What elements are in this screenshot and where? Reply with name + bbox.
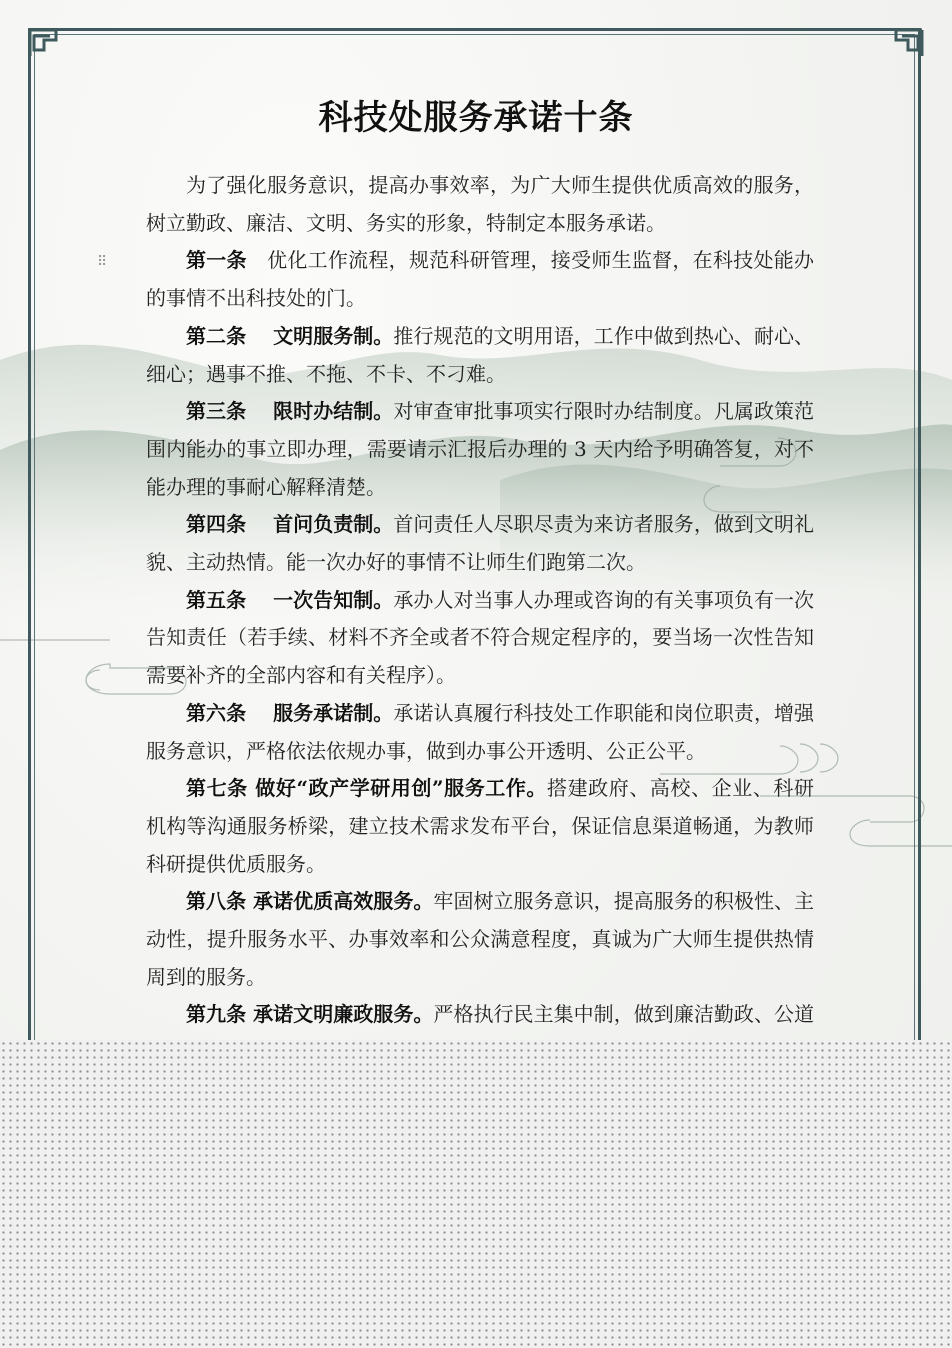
article-text: 推行规范的文明用语，工作中做到热心、耐心、细心；遇事不推、不拖、不卡、不刁难。 [146, 323, 815, 386]
article-heading: 第二条 文明服务制。 [186, 323, 394, 348]
document-paragraph [146, 167, 814, 242]
article-heading: 第七条 做好“政产学研用创”服务工作。 [186, 776, 548, 801]
document-paragraph [146, 770, 814, 883]
document-paragraph [146, 242, 814, 317]
document-title: 科技处服务承诺十条 [318, 98, 634, 138]
article-heading: 第四条 首问负责制。 [186, 512, 394, 537]
document-paragraph [146, 883, 814, 996]
document-paragraph [146, 506, 814, 581]
article-heading: 第五条 一次告知制。 [186, 587, 394, 612]
article-text: 优化工作流程，规范科研管理，接受师生监督，在科技处能办的事情不出科技处的门。 [146, 248, 815, 311]
article-text: 搭建政府、高校、企业、科研机构等沟通服务桥梁，建立技术需求发布平台，保证信息渠道畅通，为教师科研提供优质服务。 [146, 776, 814, 876]
drag-handle-icon[interactable]: ⠿ [97, 254, 108, 270]
article-text: 为了强化服务意识，提高办事效率，为广大师生提供优质高效的服务，树立勤政、廉洁、文明、务实的形象，特制定本服务承诺。 [146, 173, 814, 235]
document-paragraph [146, 393, 814, 506]
article-heading: 第八条 承诺优质高效服务。 [186, 889, 434, 914]
article-text: 严格执行民主集中制，做到廉洁勤政、公道 [433, 1002, 815, 1027]
document-paragraph [146, 582, 814, 695]
document-paragraph [146, 318, 814, 393]
corner-ornament-icon [892, 26, 926, 60]
article-text: 承诺认真履行科技处工作职能和岗位职责，增强服务意识，严格依法依规办事，做到办事公开透明、公正公平。 [146, 700, 815, 763]
article-text: 对审查审批事项实行限时办结制度。凡属政策范围内能办的事立即办理，需要请示汇报后办理的 3 天内给予明确答复，对不能办理的事耐心解释清楚。 [146, 399, 815, 499]
corner-ornament-icon [26, 26, 60, 60]
article-text: 首问责任人尽职尽责为来访者服务，做到文明礼貌、主动热情。能一次办好的事情不让师生们跑第二次。 [146, 512, 815, 575]
article-text: 承办人对当事人办理或咨询的有关事项负有一次告知责任（若手续、材料不齐全或者不符合规定程序的，要当场一次性告知需要补齐的全部内容和有关程序）。 [146, 587, 815, 688]
article-heading: 第九条 承诺文明廉政服务。 [186, 1002, 434, 1027]
document-body [146, 167, 814, 1072]
page-overflow-pattern [0, 1040, 952, 1348]
document-paragraph [146, 695, 814, 770]
article-heading: 第三条 限时办结制。 [186, 399, 394, 424]
article-heading: 第六条 服务承诺制。 [186, 700, 394, 725]
article-heading: 第一条 [186, 248, 247, 273]
article-text: 牢固树立服务意识，提高服务的积极性、主动性，提升服务水平、办事效率和公众满意程度，真诚为广大师生提供热情周到的服务。 [146, 889, 815, 989]
